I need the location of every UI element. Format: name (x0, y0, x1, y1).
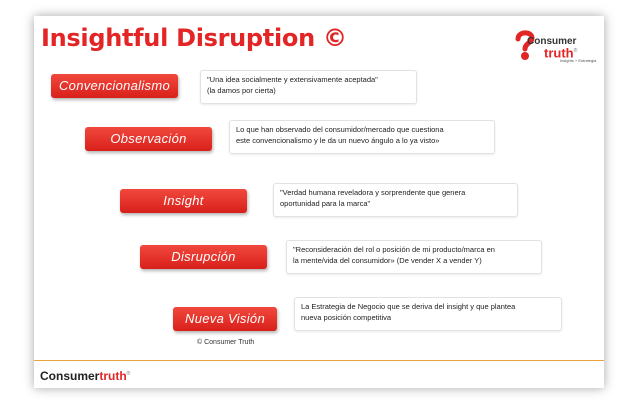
desc-line: (la damos por cierta) (207, 86, 276, 95)
desc-line: La Estrategia de Negocio que se deriva del insight y que plantea (301, 302, 516, 311)
footer-logo (40, 369, 130, 383)
footer-logo-registered: ® (126, 371, 131, 377)
copyright-note: © Consumer Truth (197, 339, 255, 346)
consumer-truth-logo (514, 28, 596, 64)
logo-tagline: Insights + Estrategia (560, 58, 597, 63)
label-nueva-vision: Nueva Visión (173, 307, 277, 331)
desc-line: "Verdad humana reveladora y sorprendente que genera (280, 188, 466, 197)
desc-convencionalismo (200, 70, 417, 104)
logo-word-truth: truth® (544, 45, 578, 61)
desc-line: "Una idea socialmente y extensivamente aceptada" (207, 75, 378, 84)
label-convencionalismo: Convencionalismo (51, 74, 178, 98)
desc-disrupcion (286, 240, 542, 274)
footer-divider (34, 360, 604, 361)
slide-title: Insightful Disruption © (41, 24, 347, 52)
desc-nueva-vision (294, 297, 562, 331)
label-disrupcion: Disrupción (140, 245, 267, 269)
desc-line: "Reconsideración del rol o posición de mi producto/marca en (293, 245, 495, 254)
slide (34, 16, 604, 388)
label-insight: Insight (120, 189, 247, 213)
desc-insight (273, 183, 518, 217)
desc-line: Lo que han observado del consumidor/mercado que cuestiona (236, 125, 444, 134)
desc-line: nueva posición competitiva (301, 313, 392, 322)
logo-word-consumer: Consumer (527, 36, 577, 47)
footer-logo-word-consumer: Consumer (40, 369, 100, 383)
footer-logo-word-truth: truth (99, 369, 127, 383)
label-observacion: Observación (85, 127, 212, 151)
desc-line: la mente/vida del consumidor» (De vender X a vender Y) (293, 256, 482, 265)
desc-observacion (229, 120, 495, 154)
desc-line: este convencionalismo y le da un nuevo ángulo a lo ya visto» (236, 136, 440, 145)
desc-line: oportunidad para la marca" (280, 199, 371, 208)
